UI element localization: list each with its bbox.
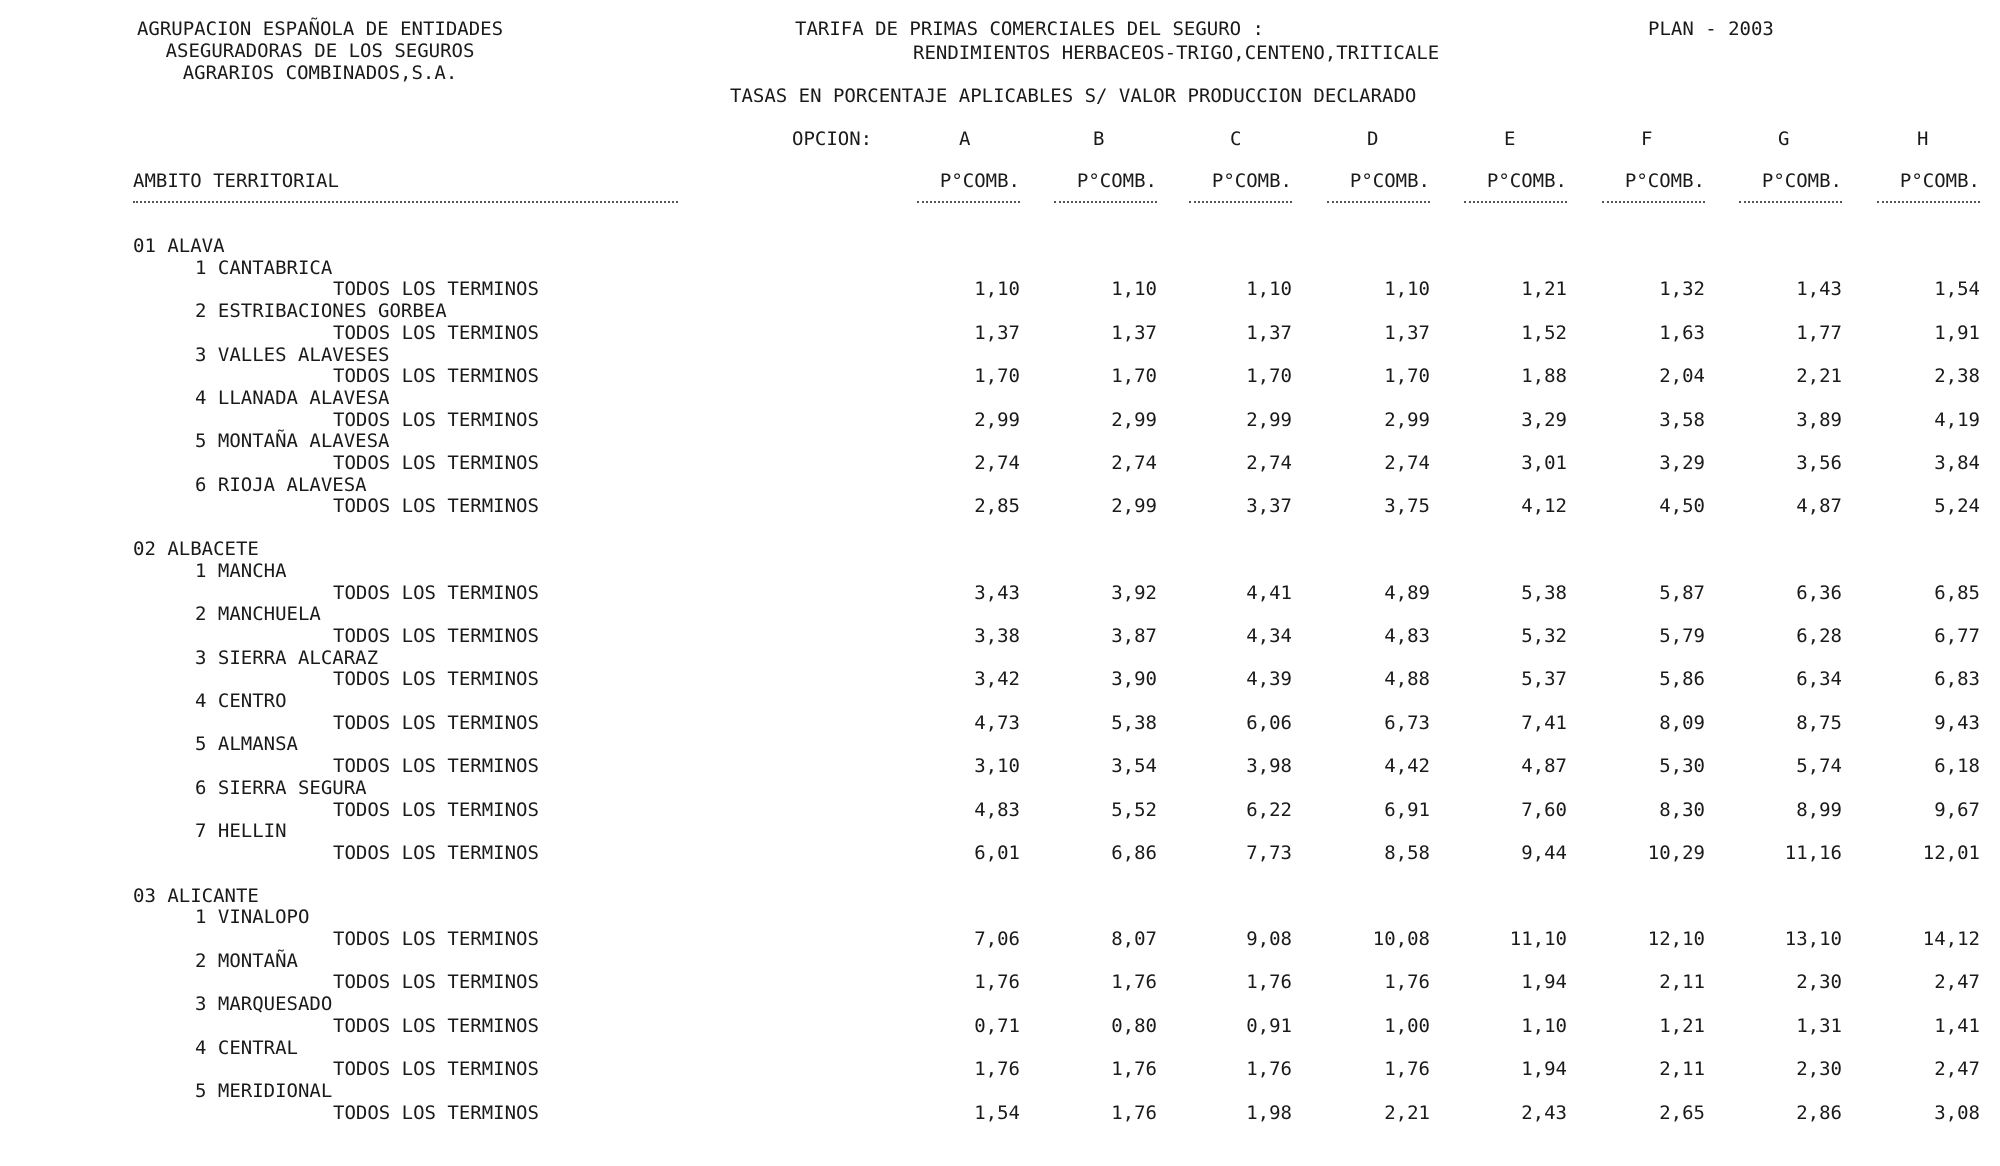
region-name: 6 SIERRA SEGURA <box>195 776 367 799</box>
rate-cell-c: 0,91 <box>1246 1014 1292 1037</box>
rate-cell-c: 1,37 <box>1246 321 1292 344</box>
rate-cell-h: 4,19 <box>1934 408 1980 431</box>
region-term: TODOS LOS TERMINOS <box>333 321 539 344</box>
region-term: TODOS LOS TERMINOS <box>333 798 539 821</box>
rate-cell-f: 1,63 <box>1659 321 1705 344</box>
rate-cell-c: 4,39 <box>1246 668 1292 691</box>
rate-cell-a: 1,70 <box>974 365 1020 388</box>
region-name: 2 MONTAÑA <box>195 949 298 972</box>
region-term: TODOS LOS TERMINOS <box>333 711 539 734</box>
rate-cell-b: 8,07 <box>1111 928 1157 950</box>
region-name: 2 MANCHUELA <box>195 603 321 626</box>
option-letter-e: E <box>1504 128 1516 150</box>
column-header-a: P°COMB. <box>939 170 1020 192</box>
rate-cell-f: 1,32 <box>1659 278 1705 301</box>
rate-cell-d: 4,89 <box>1384 581 1430 604</box>
region-name: 1 VINALOPO <box>195 906 310 929</box>
rate-cell-e: 1,52 <box>1521 321 1567 344</box>
rate-cell-e: 4,12 <box>1521 495 1567 518</box>
rate-cell-e: 5,37 <box>1521 668 1567 691</box>
rate-cell-h: 2,38 <box>1934 365 1980 388</box>
rate-cell-e: 7,60 <box>1521 798 1567 821</box>
document-title-line1: TARIFA DE PRIMAS COMERCIALES DEL SEGURO : <box>795 18 1264 40</box>
rate-cell-g: 2,30 <box>1796 971 1842 994</box>
rate-cell-a: 1,37 <box>974 321 1020 344</box>
rate-cell-e: 9,44 <box>1521 841 1567 864</box>
rate-cell-g: 8,99 <box>1796 798 1842 821</box>
region-name: 7 HELLIN <box>195 820 287 843</box>
rate-cell-d: 2,74 <box>1384 452 1430 474</box>
region-term: TODOS LOS TERMINOS <box>333 1058 539 1081</box>
rate-cell-c: 6,22 <box>1246 798 1292 821</box>
rate-cell-f: 5,86 <box>1659 668 1705 691</box>
column-underline-c <box>1189 201 1292 203</box>
region-term: TODOS LOS TERMINOS <box>333 408 539 431</box>
rate-cell-b: 2,74 <box>1111 452 1157 474</box>
rate-cell-a: 0,71 <box>974 1014 1020 1037</box>
rate-cell-b: 1,76 <box>1111 971 1157 994</box>
rate-cell-g: 1,77 <box>1796 321 1842 344</box>
region-name: 1 CANTABRICA <box>195 256 333 279</box>
rate-cell-c: 2,99 <box>1246 408 1292 431</box>
rate-cell-f: 2,04 <box>1659 365 1705 388</box>
rate-cell-a: 3,43 <box>974 581 1020 604</box>
rate-cell-d: 1,10 <box>1384 278 1430 301</box>
rate-cell-d: 1,70 <box>1384 365 1430 388</box>
option-letter-f: F <box>1641 128 1653 150</box>
rate-cell-b: 1,76 <box>1111 1101 1157 1124</box>
region-term: TODOS LOS TERMINOS <box>333 581 539 604</box>
rate-cell-a: 3,38 <box>974 624 1020 647</box>
rate-cell-c: 4,41 <box>1246 581 1292 604</box>
rate-cell-c: 1,10 <box>1246 278 1292 301</box>
rate-cell-h: 9,67 <box>1934 798 1980 821</box>
rate-cell-e: 3,29 <box>1521 408 1567 431</box>
column-underline-g <box>1739 201 1842 203</box>
rate-cell-e: 2,43 <box>1521 1101 1567 1124</box>
rate-cell-g: 6,28 <box>1796 624 1842 647</box>
rate-cell-e: 7,41 <box>1521 711 1567 734</box>
rate-cell-a: 2,99 <box>974 408 1020 431</box>
rate-cell-g: 6,34 <box>1796 668 1842 691</box>
rate-cell-c: 7,73 <box>1246 841 1292 864</box>
rate-cell-a: 1,76 <box>974 971 1020 994</box>
rate-cell-f: 5,79 <box>1659 624 1705 647</box>
region-name: 3 MARQUESADO <box>195 993 333 1016</box>
column-underline-b <box>1054 201 1157 203</box>
rate-cell-f: 2,11 <box>1659 1058 1705 1081</box>
rate-cell-b: 1,76 <box>1111 1058 1157 1081</box>
rate-cell-b: 3,54 <box>1111 755 1157 778</box>
region-term: TODOS LOS TERMINOS <box>333 624 539 647</box>
rate-cell-c: 1,98 <box>1246 1101 1292 1124</box>
region-name: 5 MERIDIONAL <box>195 1079 333 1102</box>
rate-cell-d: 3,75 <box>1384 495 1430 518</box>
column-underline-f <box>1602 201 1705 203</box>
region-name: 4 LLANADA ALAVESA <box>195 386 390 409</box>
rate-cell-f: 4,50 <box>1659 495 1705 518</box>
rate-cell-f: 8,30 <box>1659 798 1705 821</box>
rate-cell-e: 4,87 <box>1521 755 1567 778</box>
region-name: 3 SIERRA ALCARAZ <box>195 646 379 669</box>
rate-cell-g: 3,56 <box>1796 452 1842 474</box>
rate-cell-h: 6,85 <box>1934 581 1980 604</box>
rate-cell-c: 3,98 <box>1246 755 1292 778</box>
rate-cell-a: 4,83 <box>974 798 1020 821</box>
rate-cell-d: 2,21 <box>1384 1101 1430 1124</box>
region-name: 5 MONTAÑA ALAVESA <box>195 430 390 453</box>
region-name: 1 MANCHA <box>195 559 287 582</box>
option-letter-b: B <box>1093 128 1105 150</box>
rate-cell-e: 11,10 <box>1509 928 1567 950</box>
province-name: 01 ALAVA <box>133 235 225 257</box>
rate-cell-c: 1,70 <box>1246 365 1292 388</box>
region-term: TODOS LOS TERMINOS <box>333 1014 539 1037</box>
rate-cell-b: 3,90 <box>1111 668 1157 691</box>
rate-cell-c: 2,74 <box>1246 452 1292 474</box>
rate-cell-b: 1,10 <box>1111 278 1157 301</box>
rate-cell-d: 2,99 <box>1384 408 1430 431</box>
rate-cell-d: 6,73 <box>1384 711 1430 734</box>
organization-name-line3: AGRARIOS COMBINADOS,S.A. <box>182 62 458 84</box>
rate-cell-h: 6,77 <box>1934 624 1980 647</box>
rate-cell-h: 1,91 <box>1934 321 1980 344</box>
rate-cell-b: 1,37 <box>1111 321 1157 344</box>
rate-cell-b: 2,99 <box>1111 408 1157 431</box>
column-header-c: P°COMB. <box>1211 170 1292 192</box>
column-underline-a <box>917 201 1020 203</box>
rate-cell-h: 1,41 <box>1934 1014 1980 1037</box>
ambito-underline <box>133 201 678 203</box>
rate-cell-f: 3,29 <box>1659 452 1705 474</box>
option-letter-g: G <box>1778 128 1790 150</box>
rate-cell-d: 1,37 <box>1384 321 1430 344</box>
document-subtitle: TASAS EN PORCENTAJE APLICABLES S/ VALOR PRODUCCION DECLARADO <box>730 85 1417 107</box>
rate-cell-b: 3,87 <box>1111 624 1157 647</box>
rate-cell-g: 5,74 <box>1796 755 1842 778</box>
column-underline-d <box>1327 201 1430 203</box>
column-header-b: P°COMB. <box>1076 170 1157 192</box>
rate-cell-d: 1,76 <box>1384 1058 1430 1081</box>
rate-cell-h: 2,47 <box>1934 1058 1980 1081</box>
rate-cell-b: 1,70 <box>1111 365 1157 388</box>
region-term: TODOS LOS TERMINOS <box>333 971 539 994</box>
rate-cell-f: 5,87 <box>1659 581 1705 604</box>
option-letter-h: H <box>1917 128 1929 150</box>
rate-cell-h: 3,84 <box>1934 452 1980 474</box>
rate-cell-g: 2,21 <box>1796 365 1842 388</box>
region-term: TODOS LOS TERMINOS <box>333 928 539 950</box>
rate-cell-g: 1,43 <box>1796 278 1842 301</box>
rate-cell-g: 2,86 <box>1796 1101 1842 1124</box>
province-name: 03 ALICANTE <box>133 884 259 907</box>
rate-cell-e: 5,38 <box>1521 581 1567 604</box>
rate-cell-f: 10,29 <box>1647 841 1705 864</box>
plan-year: PLAN - 2003 <box>1648 18 1774 40</box>
option-label: OPCION: <box>792 128 873 150</box>
column-header-h: P°COMB. <box>1899 170 1980 192</box>
rate-cell-g: 4,87 <box>1796 495 1842 518</box>
rate-cell-a: 6,01 <box>974 841 1020 864</box>
rate-cell-c: 6,06 <box>1246 711 1292 734</box>
region-name: 4 CENTRO <box>195 690 287 712</box>
region-term: TODOS LOS TERMINOS <box>333 1101 539 1124</box>
rate-cell-h: 9,43 <box>1934 711 1980 734</box>
rate-cell-e: 3,01 <box>1521 452 1567 474</box>
rate-cell-e: 5,32 <box>1521 624 1567 647</box>
rate-cell-b: 6,86 <box>1111 841 1157 864</box>
column-header-e: P°COMB. <box>1486 170 1567 192</box>
rate-cell-b: 2,99 <box>1111 495 1157 518</box>
rate-cell-c: 1,76 <box>1246 1058 1292 1081</box>
rate-cell-a: 3,42 <box>974 668 1020 691</box>
rate-cell-f: 12,10 <box>1647 928 1705 950</box>
province-name: 02 ALBACETE <box>133 538 259 561</box>
rate-cell-a: 1,54 <box>974 1101 1020 1124</box>
rate-cell-d: 1,76 <box>1384 971 1430 994</box>
region-term: TODOS LOS TERMINOS <box>333 495 539 518</box>
rate-cell-d: 4,83 <box>1384 624 1430 647</box>
rate-cell-d: 4,42 <box>1384 755 1430 778</box>
rate-cell-g: 11,16 <box>1784 841 1842 864</box>
rate-cell-e: 1,88 <box>1521 365 1567 388</box>
rate-cell-d: 10,08 <box>1372 928 1430 950</box>
column-header-d: P°COMB. <box>1349 170 1430 192</box>
rate-cell-g: 2,30 <box>1796 1058 1842 1081</box>
rate-cell-h: 12,01 <box>1922 841 1980 864</box>
rate-cell-d: 6,91 <box>1384 798 1430 821</box>
organization-name-line1: AGRUPACION ESPAÑOLA DE ENTIDADES <box>136 18 504 40</box>
rate-cell-c: 9,08 <box>1246 928 1292 950</box>
rate-cell-a: 4,73 <box>974 711 1020 734</box>
rate-cell-g: 1,31 <box>1796 1014 1842 1037</box>
region-term: TODOS LOS TERMINOS <box>333 841 539 864</box>
rate-cell-d: 1,00 <box>1384 1014 1430 1037</box>
rate-cell-e: 1,94 <box>1521 1058 1567 1081</box>
region-name: 4 CENTRAL <box>195 1036 298 1059</box>
rate-cell-f: 3,58 <box>1659 408 1705 431</box>
rate-cell-e: 1,94 <box>1521 971 1567 994</box>
rate-cell-a: 7,06 <box>974 928 1020 950</box>
column-underline-h <box>1877 201 1980 203</box>
rate-cell-h: 14,12 <box>1922 928 1980 950</box>
region-name: 5 ALMANSA <box>195 733 298 756</box>
rate-cell-a: 2,85 <box>974 495 1020 518</box>
rate-cell-b: 0,80 <box>1111 1014 1157 1037</box>
rate-cell-f: 1,21 <box>1659 1014 1705 1037</box>
rate-cell-d: 8,58 <box>1384 841 1430 864</box>
rate-cell-g: 13,10 <box>1784 928 1842 950</box>
rate-cell-f: 2,65 <box>1659 1101 1705 1124</box>
rate-cell-c: 3,37 <box>1246 495 1292 518</box>
region-name: 3 VALLES ALAVESES <box>195 343 390 366</box>
rate-cell-a: 1,76 <box>974 1058 1020 1081</box>
rate-cell-h: 3,08 <box>1934 1101 1980 1124</box>
column-underline-e <box>1464 201 1567 203</box>
column-header-g: P°COMB. <box>1761 170 1842 192</box>
region-term: TODOS LOS TERMINOS <box>333 452 539 474</box>
column-header-f: P°COMB. <box>1624 170 1705 192</box>
rate-cell-b: 3,92 <box>1111 581 1157 604</box>
rate-cell-h: 6,83 <box>1934 668 1980 691</box>
rate-cell-b: 5,38 <box>1111 711 1157 734</box>
rate-cell-a: 3,10 <box>974 755 1020 778</box>
region-name: 6 RIOJA ALAVESA <box>195 473 367 496</box>
region-term: TODOS LOS TERMINOS <box>333 365 539 388</box>
rate-cell-c: 1,76 <box>1246 971 1292 994</box>
rate-cell-b: 5,52 <box>1111 798 1157 821</box>
option-letter-d: D <box>1367 128 1379 150</box>
region-term: TODOS LOS TERMINOS <box>333 668 539 691</box>
ambito-territorial-label: AMBITO TERRITORIAL <box>133 170 339 192</box>
rate-cell-h: 6,18 <box>1934 755 1980 778</box>
rate-cell-e: 1,10 <box>1521 1014 1567 1037</box>
rate-cell-d: 4,88 <box>1384 668 1430 691</box>
rate-cell-a: 1,10 <box>974 278 1020 301</box>
organization-name-line2: ASEGURADORAS DE LOS SEGUROS <box>165 40 475 62</box>
rate-cell-h: 1,54 <box>1934 278 1980 301</box>
rate-cell-g: 6,36 <box>1796 581 1842 604</box>
rate-cell-f: 8,09 <box>1659 711 1705 734</box>
option-letter-a: A <box>959 128 971 150</box>
rate-cell-g: 3,89 <box>1796 408 1842 431</box>
rate-cell-g: 8,75 <box>1796 711 1842 734</box>
document-title-line2: RENDIMIENTOS HERBACEOS-TRIGO,CENTENO,TRITICALE <box>913 42 1440 64</box>
region-name: 2 ESTRIBACIONES GORBEA <box>195 300 447 323</box>
region-term: TODOS LOS TERMINOS <box>333 755 539 778</box>
rate-cell-h: 2,47 <box>1934 971 1980 994</box>
rate-cell-a: 2,74 <box>974 452 1020 474</box>
region-term: TODOS LOS TERMINOS <box>333 278 539 301</box>
rate-cell-c: 4,34 <box>1246 624 1292 647</box>
option-letter-c: C <box>1230 128 1242 150</box>
rate-cell-f: 5,30 <box>1659 755 1705 778</box>
rate-cell-e: 1,21 <box>1521 278 1567 301</box>
rate-cell-f: 2,11 <box>1659 971 1705 994</box>
rate-cell-h: 5,24 <box>1934 495 1980 518</box>
